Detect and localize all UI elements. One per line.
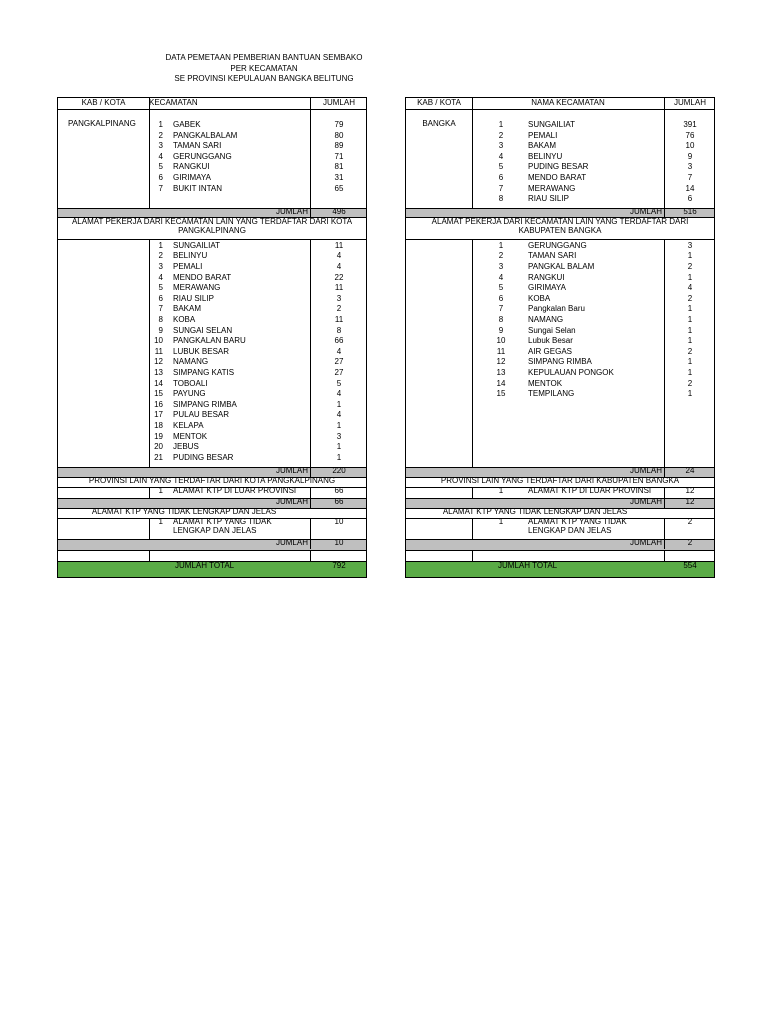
row-value: 80 [334,130,344,140]
row-value: 27 [334,368,344,377]
grid-line [664,550,665,561]
table-row [406,241,714,252]
row-value: 4 [336,346,342,356]
grid-line [58,109,366,110]
row-name: SUNGAILIAT [528,120,575,129]
row-number: 9 [158,325,163,335]
section-title-incomplete-address: ALAMAT KTP YANG TIDAK LENGKAP DAN JELAS [91,507,277,516]
row-number: 12 [496,357,506,367]
row-name: PANGKALBALAM [173,130,238,140]
row-number: 3 [158,141,163,151]
row-name: PEMALI [173,262,203,271]
row-number: 13 [154,368,163,377]
row-name: KELAPA [173,421,204,430]
row-name: MERAWANG [173,283,221,293]
row-value: 1 [336,442,342,452]
row-name: AIR GEGAS [528,346,573,356]
row-value: 2 [687,517,693,526]
row-name: MENTOK [173,431,208,441]
row-number: 8 [498,194,504,204]
total-label: JUMLAH TOTAL [175,561,235,570]
table-row [406,517,714,535]
row-number: 8 [158,315,163,324]
kab-kota-name: BANGKA [422,119,456,128]
row-number: 10 [496,336,506,346]
row-name: SIMPANG RIMBA [528,357,592,367]
row-value: 2 [687,378,693,388]
row-number: 14 [496,378,506,388]
row-name: GERUNGGANG [528,240,587,250]
table-row [406,162,714,173]
row-number: 3 [158,262,163,271]
row-name: KOBA [173,315,196,324]
table-row [406,141,714,152]
sum-label: JUMLAH [275,466,308,475]
row-value: 4 [336,251,342,261]
row-name: GIRIMAYA [173,173,211,182]
table-row [58,141,366,152]
row-value: 2 [687,293,693,303]
table-row [406,347,714,358]
row-name: PUDING BESAR [528,162,589,172]
row-name: KOBA [528,293,551,303]
row-number: 6 [498,173,504,182]
row-name: PAYUNG [173,389,206,399]
row-name: Sungai Selan [528,325,576,335]
table-row [406,283,714,294]
row-name: SIMPANG RIMBA [173,399,237,409]
table-row [406,368,714,379]
row-value: 1 [687,272,693,282]
section-title-other-province: PROVINSI LAIN YANG TERDAFTAR DARI KOTA PANGKALPINANG [88,476,336,485]
grid-line [58,239,366,240]
row-value: 4 [336,389,342,399]
sum-label: JUMLAH [275,538,308,547]
row-value: 7 [687,173,693,182]
row-value: 3 [687,240,693,250]
row-number: 3 [498,141,504,151]
row-name: PULAU BESAR [173,410,230,420]
row-number: 7 [158,183,163,193]
row-name: TAMAN SARI [528,251,577,261]
row-name: BAKAM [173,304,202,314]
table-row [406,184,714,195]
row-value: 2 [336,304,342,314]
table-row [406,315,714,326]
row-value: 1 [687,325,693,335]
table-row [58,283,366,294]
sum-value: 10 [334,538,344,547]
row-number: 4 [158,272,163,282]
row-name: SUNGAILIAT [173,240,220,250]
row-value: 1 [687,336,693,346]
table-row [58,357,366,368]
row-number: 6 [498,293,504,303]
row-number: 1 [158,517,163,526]
row-number: 6 [158,173,163,182]
table-row [58,315,366,326]
row-number: 19 [154,431,163,441]
sum-value: 12 [685,497,695,506]
row-value: 1 [687,389,693,399]
sum-value: 2 [687,538,693,547]
grid-line [58,550,366,551]
row-number: 1 [498,240,504,250]
table-row [58,173,366,184]
grid-line [406,239,714,240]
bangka-table [405,97,715,578]
table-row [58,410,366,421]
document-title [0,53,528,85]
table-row [406,120,714,131]
row-number: 17 [154,410,163,420]
table-row [406,357,714,368]
table-row [58,389,366,400]
section-title-other-kecamatan: ALAMAT PEKERJA DARI KECAMATAN LAIN YANG TERDAFTAR DARI KABUPATEN BANGKA [431,216,689,235]
row-number: 2 [498,130,504,140]
grid-line [406,109,714,110]
row-value: 76 [685,130,695,140]
table-row [58,368,366,379]
table-row [58,432,366,443]
row-value: 1 [687,304,693,314]
table-row [58,304,366,315]
row-number: 18 [154,421,163,430]
total-label: JUMLAH TOTAL [498,561,558,570]
row-name: BAKAM [528,141,557,151]
row-name: NAMANG [528,315,564,324]
row-value: 8 [336,325,342,335]
title-line-2: PER KECAMATAN [230,63,298,73]
row-name: PUDING BESAR [173,452,234,462]
table-row [406,152,714,163]
table-row [406,389,714,400]
table-row [406,336,714,347]
row-value: 27 [334,357,344,367]
row-value: 6 [687,194,693,204]
sum-label: JUMLAH [275,206,308,216]
table-row [406,194,714,205]
row-value: 12 [685,486,695,495]
row-value: 1 [687,251,693,261]
sum-value: 220 [332,466,346,475]
row-number: 4 [498,272,504,282]
table-row [406,262,714,273]
grid-line [406,550,714,551]
row-name: KEPULAUAN PONGOK [528,368,614,377]
table-row [58,442,366,453]
row-number: 12 [154,357,163,367]
row-number: 1 [158,486,163,495]
row-name: RIAU SILIP [173,293,214,303]
row-value: 11 [334,283,344,293]
row-name: ALAMAT KTP DI LUAR PROVINSI [528,486,652,495]
row-value: 1 [687,315,693,324]
row-value: 2 [687,346,693,356]
row-number: 5 [498,162,504,172]
row-name: MENDO BARAT [173,272,232,282]
row-value: 391 [683,120,697,129]
row-name: PANGKAL BALAM [528,262,595,271]
sum-value: 516 [683,206,697,216]
sum-label: JUMLAH [629,206,662,216]
row-name: ALAMAT KTP DI LUAR PROVINSI [173,486,297,495]
row-value: 1 [687,357,693,367]
row-value: 22 [334,272,344,282]
table-row [58,294,366,305]
row-name: LUBUK BESAR [173,346,230,356]
row-number: 1 [158,240,163,250]
table-row [58,162,366,173]
table-row [406,326,714,337]
row-value: 5 [336,378,342,388]
pangkalpinang-table [57,97,367,578]
row-value: 1 [336,421,342,430]
row-name: TAMAN SARI [173,141,222,151]
row-number: 5 [158,162,163,172]
row-number: 5 [498,283,504,293]
row-value: 10 [334,517,344,526]
section-title-incomplete-address: ALAMAT KTP YANG TIDAK LENGKAP DAN JELAS [442,507,628,516]
row-name: NAMANG [173,357,209,367]
row-number: 4 [498,151,504,161]
row-number: 8 [498,315,504,324]
row-name: BELINYU [173,251,208,261]
row-name: BELINYU [528,151,563,161]
header-jumlah: JUMLAH [322,98,355,107]
table-row [406,251,714,262]
row-value: 2 [687,262,693,271]
row-value: 4 [336,262,342,271]
row-number: 13 [496,368,506,377]
row-name: Lubuk Besar [528,336,573,346]
row-number: 2 [158,130,163,140]
row-number: 7 [498,304,504,314]
grid-line [149,550,150,561]
table-row [58,184,366,195]
row-number: 14 [154,378,163,388]
row-name: SUNGAI SELAN [173,325,233,335]
row-value: 11 [334,240,344,250]
row-value: 1 [336,452,342,462]
header-kab-kota: KAB / KOTA [417,98,461,107]
row-number: 6 [158,293,163,303]
row-number: 2 [158,251,163,261]
total-value: 792 [332,561,346,570]
title-line-3: SE PROVINSI KEPULAUAN BANGKA BELITUNG [174,74,354,83]
sum-label: JUMLAH [629,497,662,506]
row-number: 16 [154,399,163,409]
row-name: GABEK [173,120,201,129]
row-value: 3 [687,162,693,172]
row-value: 10 [685,141,695,151]
row-value: 4 [336,410,342,420]
row-value: 89 [334,141,344,151]
row-value: 79 [334,120,344,129]
row-number: 11 [154,346,163,356]
table-row [58,400,366,411]
row-number: 9 [498,325,504,335]
row-value: 4 [687,283,693,293]
table-row [58,336,366,347]
row-name: RANGKUI [173,162,210,172]
table-row [58,421,366,432]
row-name: MERAWANG [528,183,576,193]
header-jumlah: JUMLAH [673,98,706,107]
row-number: 1 [498,120,504,129]
row-name: MENDO BARAT [528,173,587,182]
row-value: 31 [334,173,344,182]
row-number: 20 [154,442,163,452]
row-number: 21 [154,452,163,462]
sum-value: 496 [332,206,346,216]
table-row [58,262,366,273]
table-row [406,379,714,390]
header-kab-kota: KAB / KOTA [81,98,126,107]
row-name: Pangkalan Baru [528,304,585,314]
row-name: RIAU SILIP [528,194,569,204]
row-number: 3 [498,262,504,271]
row-number: 1 [158,120,163,129]
row-value: 3 [336,293,342,303]
row-value: 81 [334,162,344,172]
table-row [58,120,366,131]
row-name: JEBUS [173,442,199,452]
grid-line [472,550,473,561]
table-row [58,326,366,337]
row-number: 15 [496,389,506,399]
table-row [406,486,714,497]
sum-label: JUMLAH [629,538,662,547]
row-number: 10 [154,336,163,346]
row-number: 11 [496,346,506,356]
row-name-line-2: LENGKAP DAN JELAS [528,526,612,535]
row-name: GERUNGGANG [173,151,232,161]
table-row [58,241,366,252]
row-name: PANGKALAN BARU [173,336,246,346]
row-name: SIMPANG KATIS [173,368,235,377]
row-value: 66 [334,486,344,495]
row-name-line-1: ALAMAT KTP YANG TIDAK [173,517,272,526]
table-row [406,294,714,305]
row-value: 65 [334,183,344,193]
row-number: 2 [498,251,504,261]
table-row [58,379,366,390]
grid-line [310,550,311,561]
row-number: 7 [498,183,504,193]
table-row [58,251,366,262]
section-title-other-kecamatan: ALAMAT PEKERJA DARI KECAMATAN LAIN YANG TERDAFTAR DARI KOTA PANGKALPINANG [71,216,353,235]
table-row [58,273,366,284]
row-value: 11 [334,315,344,324]
sum-label: JUMLAH [629,466,662,475]
row-value: 1 [336,399,342,409]
header-kecamatan: KECAMATAN [149,98,198,107]
table-row [58,131,366,142]
row-name: TEMPILANG [528,389,575,399]
sum-label: JUMLAH [275,497,308,506]
row-name: PEMALI [528,130,558,140]
table-row [58,152,366,163]
row-name-line-1: ALAMAT KTP YANG TIDAK [528,517,627,526]
title-line-1: DATA PEMETAAN PEMBERIAN BANTUAN SEMBAKO [165,53,363,62]
row-value: 14 [685,183,695,193]
row-name: RANGKUI [528,272,565,282]
row-number: 15 [154,389,163,399]
table-row [58,517,366,535]
row-name-line-2: LENGKAP DAN JELAS [173,526,257,535]
row-name: TOBOALI [173,378,208,388]
row-value: 3 [336,431,342,441]
table-row [406,273,714,284]
row-value: 71 [334,151,344,161]
table-row [58,486,366,497]
table-row [406,304,714,315]
sum-value: 66 [334,497,344,506]
row-number: 4 [158,151,163,161]
table-row [58,453,366,464]
row-name: MENTOK [528,378,563,388]
table-row [58,347,366,358]
table-row [406,173,714,184]
row-value: 66 [334,336,344,346]
kab-kota-name: PANGKALPINANG [68,119,136,128]
row-name: BUKIT INTAN [173,183,223,193]
row-number: 5 [158,283,163,293]
sum-value: 24 [685,466,695,475]
section-title-other-province: PROVINSI LAIN YANG TERDAFTAR DARI KABUPATEN BANGKA [440,476,680,485]
row-value: 9 [687,151,693,161]
row-number: 1 [498,517,504,526]
header-kecamatan: NAMA KECAMATAN [531,98,605,107]
row-number: 1 [498,486,504,495]
row-name: GIRIMAYA [528,283,566,293]
table-row [406,131,714,142]
row-number: 7 [158,304,163,314]
row-value: 1 [687,368,693,377]
total-value: 554 [683,561,697,570]
